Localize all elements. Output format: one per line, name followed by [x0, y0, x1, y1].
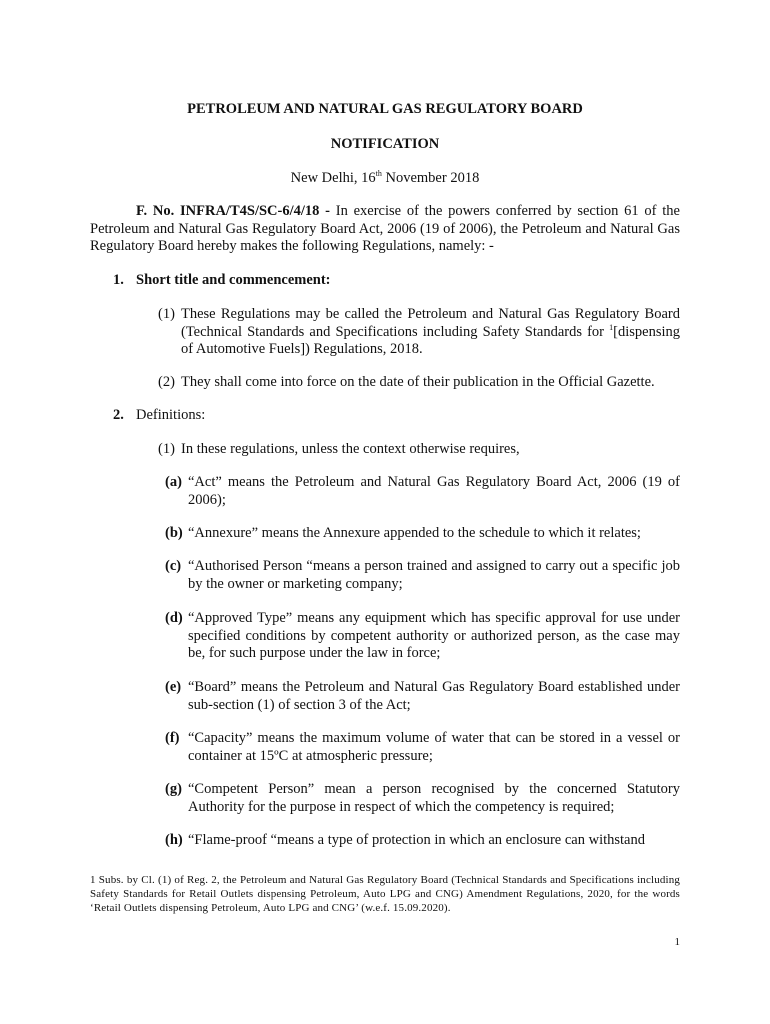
- date-month-year: November 2018: [381, 170, 480, 186]
- definition-label: (f): [165, 730, 180, 746]
- section-1-number: 1.: [113, 272, 124, 288]
- footnote: 1 Subs. by Cl. (1) of Reg. 2, the Petroleum and Natural Gas Regulatory Board (Technical Standards and Specifications including Safety Standards for Retail Outlets dispensing Petroleum, Auto LPG and CNG) Amendment Regulations, 2020, for the words ‘Retail Outlets dispensing Petroleum, Auto LPG and CNG’ (w.e.f. 15.09.2020).: [90, 874, 680, 914]
- definition-label: (b): [165, 525, 183, 541]
- definition-text: “Capacity” means the maximum volume of water that can be stored in a vessel or container at 15ºC at atmospheric pressure;: [188, 730, 680, 764]
- definition-label: (c): [165, 558, 182, 574]
- preamble: [90, 203, 680, 256]
- date-line: [90, 170, 680, 187]
- item-label: (1): [158, 306, 175, 322]
- board-heading: PETROLEUM AND NATURAL GAS REGULATORY BOARD: [187, 101, 583, 117]
- section-2-number: 2.: [113, 407, 124, 423]
- section-1-title: Short title and commencement:: [136, 272, 331, 288]
- definition-text: “Authorised Person “means a person trained and assigned to carry out a specific job by the owner or marketing company;: [188, 558, 680, 592]
- definition-c: [165, 558, 680, 593]
- item-label: (2): [158, 374, 175, 390]
- definition-f: [165, 730, 680, 765]
- item-text: [181, 306, 680, 359]
- definition-text: “Approved Type” means any equipment which has specific approval for use under specified conditions by competent authority or authorized person, as the case may be, for such purpose under the law in force;: [188, 610, 680, 661]
- item-text-part-b: [dispensing of Automotive Fuels]) Regulations, 2018.: [181, 323, 680, 357]
- definition-g: [165, 781, 680, 816]
- item-label: (1): [158, 441, 175, 457]
- page-number: 1: [674, 936, 680, 948]
- definition-h: [165, 832, 680, 850]
- section-2-heading: [113, 407, 205, 424]
- footnote-ref: 1: [609, 322, 614, 332]
- definition-label: (h): [165, 832, 183, 848]
- definition-label: (d): [165, 610, 183, 626]
- item-text-part-a: These Regulations may be called the Petroleum and Natural Gas Regulatory Board (Technical Standards and Specifications including Safety Standards for: [181, 306, 680, 340]
- date-place: New Delhi, 16: [290, 170, 376, 186]
- definition-d: [165, 610, 680, 663]
- item-text: In these regulations, unless the context otherwise requires,: [181, 441, 520, 457]
- section-1-heading: [113, 272, 331, 289]
- item-text: They shall come into force on the date of their publication in the Official Gazette.: [181, 374, 655, 390]
- definition-text: “Board” means the Petroleum and Natural Gas Regulatory Board established under sub-section (1) of section 3 of the Act;: [188, 679, 680, 713]
- definition-text: “Flame-proof “means a type of protection in which an enclosure can withstand: [188, 832, 645, 848]
- definition-a: [165, 474, 680, 509]
- date-suffix: th: [375, 169, 382, 179]
- definition-text: “Competent Person” mean a person recognised by the concerned Statutory Authority for the purpose in respect of which the competency is required;: [188, 781, 680, 815]
- section-2-intro: [158, 441, 680, 459]
- section-1-item-2: [158, 374, 680, 392]
- definition-b: [165, 525, 680, 543]
- section-2-title: Definitions:: [136, 407, 206, 423]
- definition-text: “Act” means the Petroleum and Natural Gas Regulatory Board Act, 2006 (19 of 2006);: [188, 474, 680, 508]
- definition-label: (e): [165, 679, 182, 695]
- definition-text: “Annexure” means the Annexure appended to the schedule to which it relates;: [188, 525, 641, 541]
- section-1-item-1: [158, 306, 680, 359]
- notification-heading: NOTIFICATION: [330, 136, 440, 152]
- definition-label: (a): [165, 474, 182, 490]
- definition-e: [165, 679, 680, 714]
- definition-label: (g): [165, 781, 182, 797]
- file-number: F. No. INFRA/T4S/SC-6/4/18 -: [136, 203, 330, 219]
- preamble-text: In exercise of the powers conferred by section 61 of the Petroleum and Natural Gas Regulatory Board Act, 2006 (19 of 2006), the Petroleum and Natural Gas Regulatory Board hereby makes the following Regulations, namely: -: [90, 203, 680, 254]
